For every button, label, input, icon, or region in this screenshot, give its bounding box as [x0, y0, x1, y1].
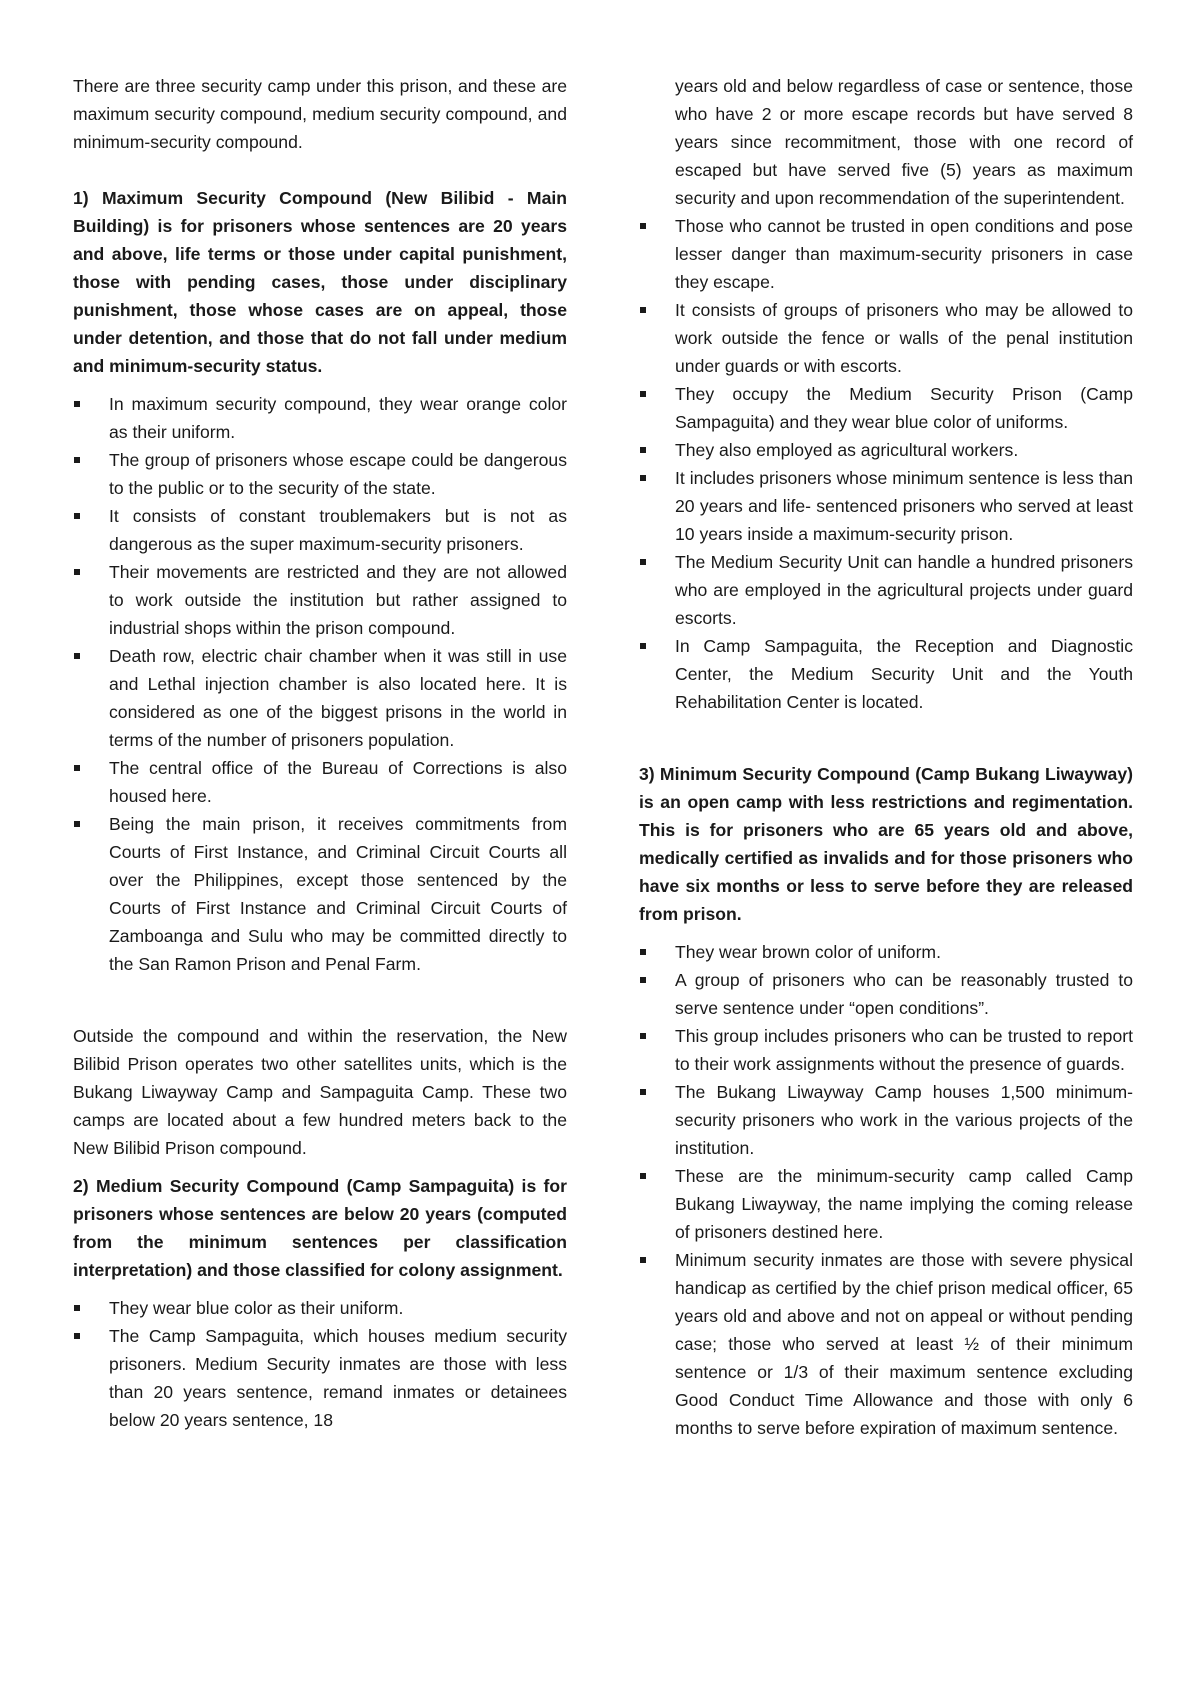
list-item: Minimum security inmates are those with severe physical handicap as certified by the chief prison medical officer, 65 years old and above and not on appeal or without pending case; those who served at least ½ of their minimum sentence or 1/3 of their maximum sentence excluding Good Conduct Time Allowance and those with only 6 months to serve before expiration of maximum sentence. [639, 1246, 1133, 1442]
list-item: In maximum security compound, they wear orange color as their uniform. [73, 390, 567, 446]
continued-list-text: years old and below regardless of case or sentence, those who have 2 or more escape records but have served 8 years since recommitment, those with one record of escaped but have served five (5) years as maximum security and upon recommendation of the superintendent. [675, 76, 1133, 208]
list-item: They also employed as agricultural workers. [639, 436, 1133, 464]
list-item: The Medium Security Unit can handle a hundred prisoners who are employed in the agricultural projects under guard escorts. [639, 548, 1133, 632]
list-item: This group includes prisoners who can be trusted to report to their work assignments without the presence of guards. [639, 1022, 1133, 1078]
minimum-security-list [639, 938, 1133, 1442]
list-item: Being the main prison, it receives commitments from Courts of First Instance, and Criminal Circuit Courts all over the Philippines, except those sentenced by the Courts of First Instance and Criminal Circuit Courts of Zamboanga and Sulu who may be committed directly to the San Ramon Prison and Penal Farm. [73, 810, 567, 978]
list-item: Those who cannot be trusted in open conditions and pose lesser danger than maximum-security prisoners in case they escape. [639, 212, 1133, 296]
outside-compound-paragraph: Outside the compound and within the reservation, the New Bilibid Prison operates two other satellites units, which is the Bukang Liwayway Camp and Sampaguita Camp. These two camps are located about a few hundred meters back to the New Bilibid Prison compound. [73, 1026, 567, 1158]
medium-security-heading: 2) Medium Security Compound (Camp Sampaguita) is for prisoners whose sentences are below 20 years (computed from the minimum sentences per classification interpretation) and those classified for colony assignment. [73, 1176, 567, 1280]
list-item: They occupy the Medium Security Prison (Camp Sampaguita) and they wear blue color of uniforms. [639, 380, 1133, 436]
left-column [73, 72, 567, 1434]
list-item: The Bukang Liwayway Camp houses 1,500 minimum-security prisoners who work in the various projects of the institution. [639, 1078, 1133, 1162]
list-item: In Camp Sampaguita, the Reception and Diagnostic Center, the Medium Security Unit and the Youth Rehabilitation Center is located. [639, 632, 1133, 716]
list-item: The Camp Sampaguita, which houses medium security prisoners. Medium Security inmates are those with less than 20 years sentence, remand inmates or detainees below 20 years sentence, 18 [73, 1322, 567, 1434]
list-item: It consists of constant troublemakers but is not as dangerous as the super maximum-security prisoners. [73, 502, 567, 558]
maximum-security-list [73, 390, 567, 978]
minimum-security-heading: 3) Minimum Security Compound (Camp Bukang Liwayway) is an open camp with less restrictions and regimentation. This is for prisoners who are 65 years old and above, medically certified as invalids and for those prisoners who have six months or less to serve before they are released from prison. [639, 764, 1133, 924]
list-item: Their movements are restricted and they are not allowed to work outside the institution but rather assigned to industrial shops within the prison compound. [73, 558, 567, 642]
intro-paragraph: There are three security camp under this prison, and these are maximum security compound, medium security compound, and minimum-security compound. [73, 76, 567, 152]
list-item: They wear brown color of uniform. [639, 938, 1133, 966]
right-column [639, 72, 1133, 1442]
list-item: It includes prisoners whose minimum sentence is less than 20 years and life- sentenced prisoners who served at least 10 years inside a maximum-security prison. [639, 464, 1133, 548]
medium-security-list [73, 1294, 567, 1434]
list-item: These are the minimum-security camp called Camp Bukang Liwayway, the name implying the coming release of prisoners destined here. [639, 1162, 1133, 1246]
list-item: They wear blue color as their uniform. [73, 1294, 567, 1322]
list-item: The group of prisoners whose escape could be dangerous to the public or to the security of the state. [73, 446, 567, 502]
maximum-security-heading: 1) Maximum Security Compound (New Bilibid - Main Building) is for prisoners whose sentences are 20 years and above, life terms or those under capital punishment, those with pending cases, those under disciplinary punishment, those whose cases are on appeal, those under detention, and those that do not fall under medium and minimum-security status. [73, 188, 567, 376]
list-item: Death row, electric chair chamber when it was still in use and Lethal injection chamber is also located here. It is considered as one of the biggest prisons in the world in terms of the number of prisoners population. [73, 642, 567, 754]
list-item: The central office of the Bureau of Corrections is also housed here. [73, 754, 567, 810]
list-item: It consists of groups of prisoners who may be allowed to work outside the fence or walls of the penal institution under guards or with escorts. [639, 296, 1133, 380]
list-item: A group of prisoners who can be reasonably trusted to serve sentence under “open conditions”. [639, 966, 1133, 1022]
medium-security-list-continued [639, 212, 1133, 716]
